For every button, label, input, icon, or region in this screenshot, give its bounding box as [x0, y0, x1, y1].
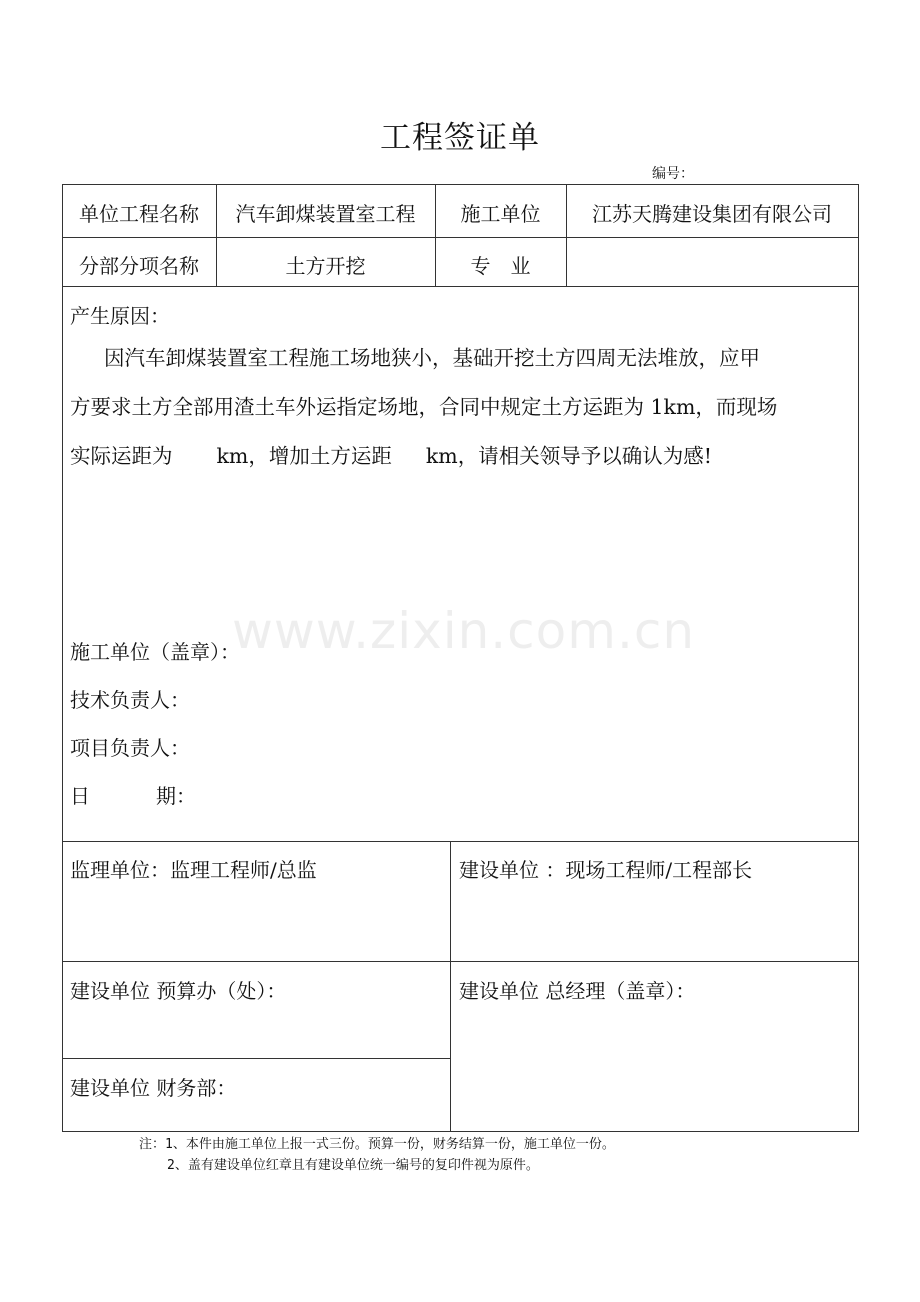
- row-divider: [62, 961, 859, 962]
- serial-number-label: 编号：: [652, 166, 694, 182]
- owner-engineer-label: 建设单位 ：现场工程师/工程部长: [459, 858, 753, 882]
- reason-line: 方要求土方全部用渣土车外运指定场地，合同中规定土方运距为 1km，而现场: [70, 395, 778, 419]
- footnote-2: 2、盖有建设单位红章且有建设单位统一编号的复印件视为原件。: [167, 1158, 539, 1173]
- row-divider: [62, 841, 859, 842]
- supervisor-label: 监理单位：监理工程师/总监: [70, 858, 317, 882]
- table-border-right: [858, 184, 859, 1132]
- contractor-seal-label: 施工单位（盖章）：: [70, 640, 240, 664]
- row-divider: [62, 237, 859, 238]
- owner-gm-label: 建设单位 总经理（盖章）：: [459, 979, 696, 1003]
- reason-line: [70, 432, 852, 481]
- owner-finance-label: 建设单位 财务部：: [70, 1076, 237, 1100]
- table-border-left: [62, 184, 63, 1132]
- table-border-top: [62, 184, 859, 185]
- row-divider: [62, 286, 859, 287]
- date-label: [70, 780, 196, 809]
- reason-text: km，请相关领导予以确认为感!: [425, 444, 712, 468]
- table-border-bottom: [62, 1131, 859, 1132]
- tech-lead-label: 技术负责人：: [70, 688, 190, 712]
- date-label-part: 日: [70, 784, 90, 808]
- reason-text: km，增加土方运距: [216, 444, 392, 468]
- column-divider: [450, 841, 451, 1132]
- owner-budget-label: 建设单位 预算办（处）：: [70, 979, 287, 1003]
- footnote-1: 注：1、本件由施工单位上报一式三份。预算一份，财务结算一份，施工单位一份。: [139, 1137, 615, 1152]
- specialty-label: 专 业: [470, 254, 531, 278]
- date-label-part: 期：: [156, 784, 196, 808]
- reason-text: 实际运距为: [70, 444, 173, 468]
- unit-project-value: 汽车卸煤装置室工程: [235, 202, 416, 226]
- contractor-label: 施工单位: [460, 202, 541, 226]
- reason-paragraph: [70, 334, 852, 481]
- unit-project-label: 单位工程名称: [79, 202, 199, 226]
- reason-line: 因汽车卸煤装置室工程施工场地狭小，基础开挖土方四周无法堆放，应甲: [104, 346, 760, 370]
- row-divider: [62, 1058, 451, 1059]
- contractor-value: 江苏天腾建设集团有限公司: [592, 202, 832, 226]
- sub-project-label: 分部分项名称: [79, 254, 199, 278]
- document-title: 工程签证单: [380, 120, 540, 156]
- project-lead-label: 项目负责人：: [70, 736, 190, 760]
- watermark: www.zixin.com.cn: [232, 602, 696, 660]
- sub-project-value: 土方开挖: [285, 254, 366, 278]
- reason-label: 产生原因：: [70, 304, 170, 328]
